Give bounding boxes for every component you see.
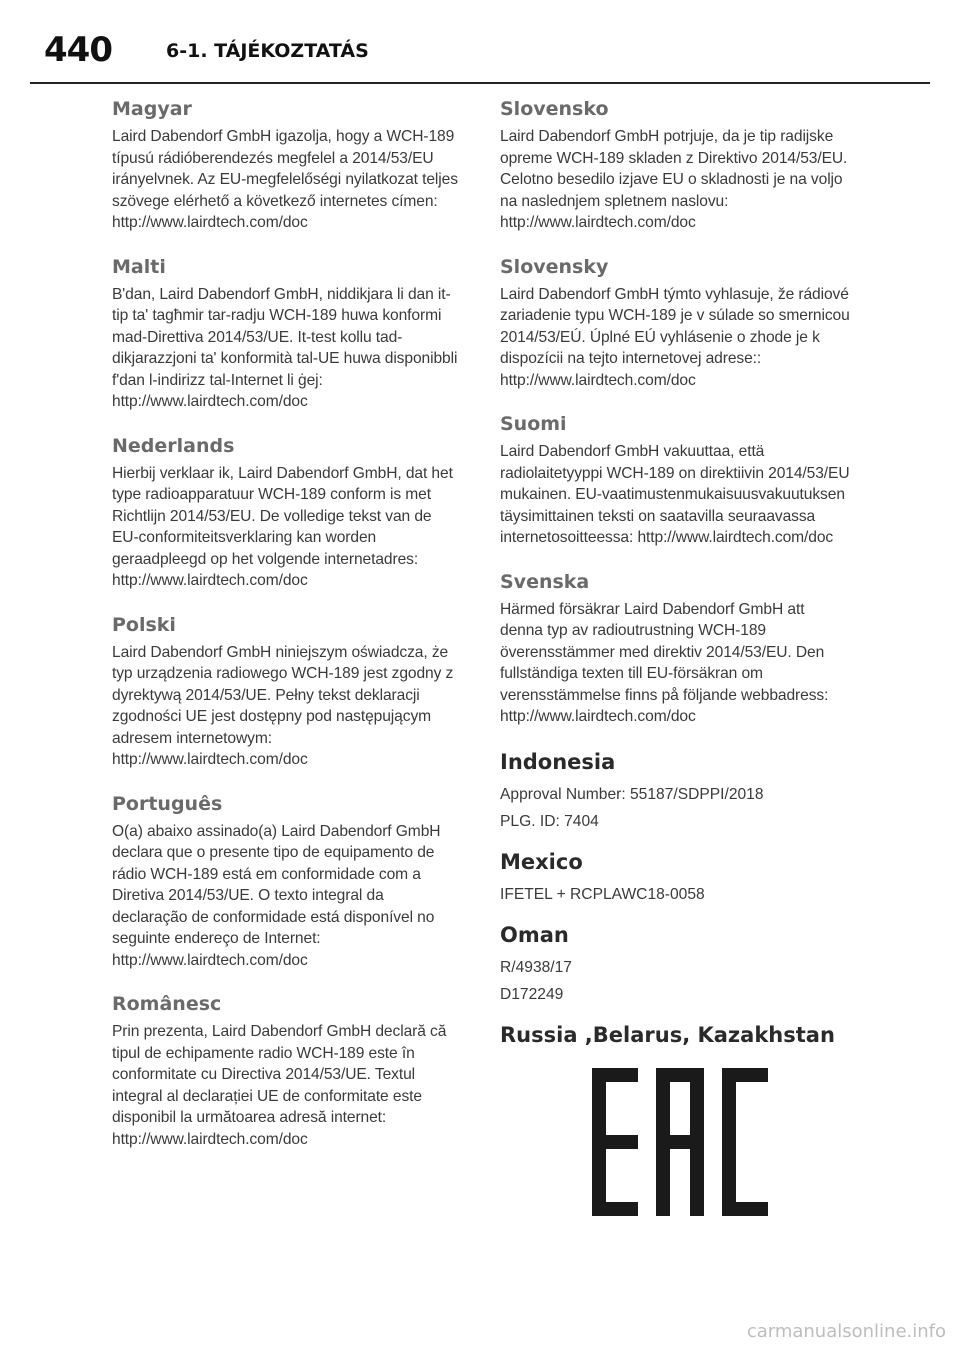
- section-slovensky: [500, 256, 850, 392]
- plg-id: PLG. ID: 7404: [500, 812, 599, 830]
- section-body: Hierbij verklaar ik, Laird Dabendorf GmbH, dat het type radioapparatuur WCH-189 conform is met Richtlijn 2014/53/EU. De volledige tekst van de EU-conformiteitsverklaring kan worden geraadpleegd op het volgende internetadres: http://www.lairdtech.com/doc: [112, 464, 453, 589]
- section-nederlands: [112, 435, 462, 592]
- section-svenska: [500, 571, 850, 728]
- section-heading: Malti: [112, 255, 166, 278]
- oman-dealer-number: D172249: [500, 985, 564, 1003]
- section-body: Härmed försäkrar Laird Dabendorf GmbH att denna typ av radioutrustning WCH-189 överensstämmer med direktiv 2014/53/EU. Den fullständiga texten till EU-försäkran om verensstämmelse finns på följande webbadress: http://www.lairdtech.com/doc: [500, 600, 829, 725]
- page-header: [0, 0, 960, 80]
- country-russia-belarus-kazakhstan: [500, 1023, 850, 1047]
- section-malti: [112, 256, 462, 413]
- section-polski: [112, 614, 462, 771]
- section-heading: Suomi: [500, 413, 567, 435]
- approval-number: Approval Number: 55187/SDPPI/2018: [500, 785, 764, 803]
- section-heading: Românesc: [112, 993, 222, 1015]
- section-heading: Slovensko: [500, 98, 609, 120]
- section-body: O(a) abaixo assinado(a) Laird Dabendorf GmbH declara que o presente tipo de equipamento de rádio WCH-189 está em conformidade com a Diretiva 2014/53/UE. O texto integral da declaração de conformidade está disponível no seguinte endereço de Internet: http://www.lairdtech.com/doc: [112, 822, 441, 969]
- country-heading: Russia ,Belarus, Kazakhstan: [500, 1022, 835, 1047]
- section-body: Prin prezenta, Laird Dabendorf GmbH declară că tipul de echipamente radio WCH-189 este în conformitate cu Directiva 2014/53/UE. Textul integral al declarației UE de conformitate este disponibil la următoarea adresă internet: http://www.lairdtech.com/doc: [112, 1023, 447, 1148]
- section-body: Laird Dabendorf GmbH niniejszym oświadcza, że typ urządzenia radiowego WCH-189 jest zgodny z dyrektywą 2014/53/UE. Pełny tekst deklaracji zgodności UE jest dostępny pod następującym adresem internetowym: http://www.lairdtech.com/doc: [112, 643, 454, 768]
- section-heading: Svenska: [500, 570, 590, 593]
- country-heading: Mexico: [500, 849, 583, 874]
- country-indonesia: [500, 750, 850, 832]
- left-column: [112, 98, 462, 1172]
- section-suomi: [500, 413, 850, 549]
- eac-mark-icon: [592, 1068, 768, 1216]
- section-body: Laird Dabendorf GmbH týmto vyhlasuje, že rádiové zariadenie typu WCH-189 je v súlade so smernicou 2014/53/EÚ. Úplné EÚ vyhlásenie o zhode je k dispozícii na tejto internetovej adrese:: http://www.lairdtech.com/doc: [500, 285, 850, 389]
- section-portugues: [112, 793, 462, 972]
- ifetel-number: IFETEL + RCPLAWC18-0058: [500, 885, 705, 903]
- country-heading: Oman: [500, 922, 569, 947]
- section-heading: Português: [112, 792, 223, 815]
- page-number: 440: [44, 30, 112, 70]
- eac-mark-svg: [592, 1068, 768, 1216]
- section-romanesc: [112, 993, 462, 1150]
- header-divider: [30, 82, 930, 84]
- section-heading: Nederlands: [112, 434, 235, 457]
- right-column: [500, 98, 850, 1057]
- country-oman: [500, 923, 850, 1005]
- oman-registration: R/4938/17: [500, 958, 572, 976]
- section-title: 6-1. TÁJÉKOZTATÁS: [166, 40, 369, 62]
- country-heading: Indonesia: [500, 749, 616, 774]
- watermark-text: carmanualsonline.info: [746, 1321, 946, 1342]
- section-body: Laird Dabendorf GmbH potrjuje, da je tip radijske opreme WCH-189 skladen z Direktivo 2014/53/EU. Celotno besedilo izjave EU o skladnosti je na voljo na naslednjem spletnem naslovu: http://www.lairdtech.com/doc: [500, 128, 848, 231]
- section-heading: Magyar: [112, 98, 192, 120]
- section-body: B'dan, Laird Dabendorf GmbH, niddikjara li dan it-tip ta' tagħmir tar-radju WCH-189 huwa konformi mad-Direttiva 2014/53/UE. It-test kollu tad-dikjarazzjoni ta' konformità tal-UE huwa disponibbli f'dan l-indirizz tal-Internet li ġej: http://www.lairdtech.com/doc: [112, 285, 458, 410]
- section-body: Laird Dabendorf GmbH igazolja, hogy a WCH-189 típusú rádióberendezés megfelel a 2014/53/EU irányelvnek. Az EU-megfelelőségi nyilatkozat teljes szövege elérhető a következő internetes címen: http://www.lairdtech.com/doc: [112, 128, 458, 231]
- section-heading: Slovensky: [500, 255, 609, 278]
- section-slovensko: [500, 98, 850, 234]
- country-mexico: [500, 850, 850, 905]
- section-magyar: [112, 98, 462, 234]
- section-heading: Polski: [112, 613, 176, 636]
- section-body: Laird Dabendorf GmbH vakuuttaa, että radiolaitetyyppi WCH-189 on direktiivin 2014/53/EU mukainen. EU-vaatimustenmukaisuusvakuutuksen täysimittainen teksti on saatavilla seuraavassa internetosoitteessa: http://www.lairdtech.com/doc: [500, 443, 850, 546]
